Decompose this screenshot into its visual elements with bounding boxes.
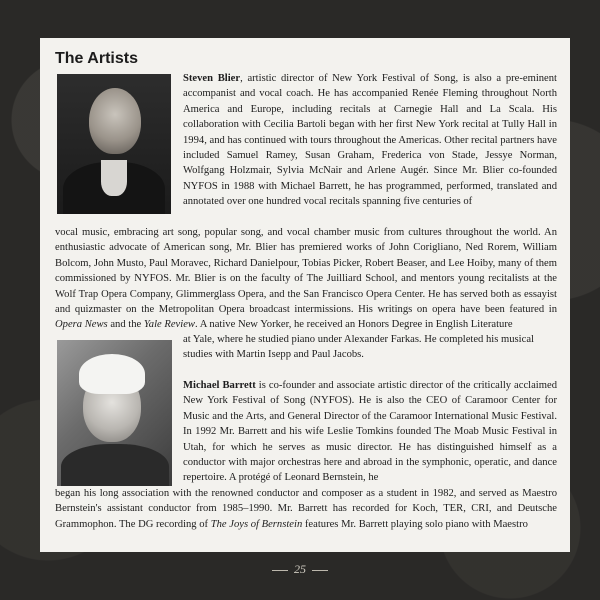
photo-face-shape bbox=[89, 88, 141, 154]
michael-barrett-photo bbox=[57, 340, 172, 486]
journal-title: Opera News bbox=[55, 319, 108, 331]
steven-blier-photo bbox=[57, 74, 171, 214]
blier-bio-text: vocal music, embracing art song, popular song, and vocal chamber music from cultures throughout the world. An enthusiastic advocate of American song, Mr. Blier has premiered works of John Corigliano, Ned Rorem, William Bolcom, John Musto, Paul Moravec, Richard Danielpour, Tobias Picker, Robert Beaser, and Lee Hoiby, many of them commissioned by NYFOS. Mr. Blier is on the faculty of The Juilliard School, and mentors young recitalists at the Wolf Trap Opera Company, Glimmerglass Opera, and the San Francisco Opera Center. He has served both as essayist and quizmaster on the Metropolitan Opera broadcast intermissions. His writings on opera have been featured in bbox=[55, 227, 557, 316]
folio-rule bbox=[272, 570, 288, 571]
barrett-bio-text: features Mr. Barrett playing solo piano with Maestro bbox=[302, 518, 528, 530]
folio-rule bbox=[312, 570, 328, 571]
photo-shirt-shape bbox=[101, 160, 127, 196]
barrett-bio-top bbox=[183, 378, 557, 486]
blier-bio-top bbox=[183, 71, 557, 210]
barrett-bio-full bbox=[55, 486, 557, 532]
booklet-page bbox=[40, 38, 570, 552]
blier-bio-tail bbox=[183, 332, 557, 363]
connector-text: and the bbox=[107, 319, 144, 331]
page-heading: The Artists bbox=[55, 50, 138, 67]
photo-jacket-shape bbox=[61, 444, 169, 486]
page-number bbox=[0, 562, 600, 577]
barrett-name: Michael Barrett bbox=[183, 380, 256, 391]
blier-bio-full bbox=[55, 225, 557, 333]
blier-bio-text: at Yale, where he studied piano under Alexander Farkas. He completed his musical studies with Martin Isepp and Paul Jacobs. bbox=[183, 334, 534, 361]
journal-title: Yale Review bbox=[143, 319, 195, 331]
blier-name: Steven Blier bbox=[183, 73, 241, 84]
blier-bio-text: . A native New Yorker, he received an Honors Degree in English Literature bbox=[194, 319, 513, 331]
blier-bio-text: , artistic director of New York Festival of Song, is also a pre-eminent accompanist and vocal coach. He has accompanied Renée Fleming throughout North America and Europe, including recitals at Carnegie Hall and La Scala. His collaboration with Cecilia Bartoli began with her first New York recital at Tully Hall in 1994, and has continued with tours throughout the Americas. Other recital partners have included Samuel Ramey, Susan Graham, Frederica von Stade, Jessye Norman, Wolfgang Holzmair, Sylvia McNair and Arlene Augér. Since Mr. Blier co-founded NYFOS in 1988 with Michael Barrett, he has programmed, performed, translated and annotated over one hundred vocal recitals spanning five centuries of bbox=[183, 73, 557, 208]
page-number-text: 25 bbox=[294, 562, 306, 576]
photo-hair-shape bbox=[79, 354, 145, 394]
barrett-bio-text: is co-founder and associate artistic director of the critically acclaimed New York Festival of Song (NYFOS). He is also the CEO of Caramoor Center for Music and the Arts, and General Director of the Caramoor International Music Festival. In 1992 Mr. Barrett and his wife Leslie Tomkins founded The Moab Music Festival in Utah, for which he serves as music director. He has distinguished himself as a conductor with major orchestras here and abroad in the symphonic, operatic, and dance repertoire. A protégé of Leonard Bernstein, he bbox=[183, 380, 557, 484]
barrett-bio-text: began his long association with the renowned conductor and composer as a student in 1982, and served as Maestro Bernstein's assistant conductor from 1985–1990. Mr. Barrett has recorded for Koch, TER, CRI, and Deutsche Grammophon. The DG recording of bbox=[55, 488, 557, 530]
album-title: The Joys of Bernstein bbox=[210, 518, 303, 530]
